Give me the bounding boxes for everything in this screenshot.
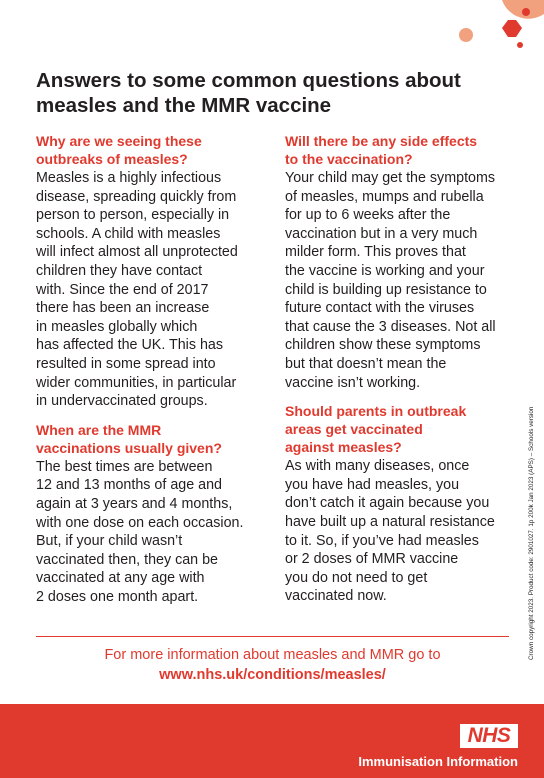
question-heading: Should parents in outbreak areas get vaccinated against measles? (285, 403, 467, 456)
decorative-dots (450, 0, 544, 60)
answer-text: As with many diseases, once you have had measles, you don’t catch it again because you have built up a natural resistance to it. So, if you’ve had measles or 2 doses of MMR vaccine you do not need to get vaccinated now. (285, 458, 495, 605)
question-heading: Why are we seeing these outbreaks of measles? (36, 133, 202, 167)
question-heading: Will there be any side effects to the vaccination? (285, 133, 478, 167)
answer-text: Your child may get the symptoms of measles, mumps and rubella for up to 6 weeks after the vaccination but in a very much milder form. This proves that the vaccine is working and your child is building up resistance to future contact with the viruses that cause the 3 diseases. Not all children show these symptoms but that doesn’t mean the vaccine isn’t working. (285, 170, 496, 391)
more-info-text: For more information about measles and MMR go to (104, 647, 441, 663)
divider (36, 636, 509, 637)
question-heading: When are the MMR vaccinations usually given? (36, 421, 222, 456)
answer-text: The best times are between 12 and 13 months of age and again at 3 years and 4 months, with one dose on each occasion. But, if your child wasn’t vaccinated then, they can be vaccinated at any age with 2 doses one month apart. (36, 458, 244, 605)
copyright-note: Crown copyright 2023. Product code: 2901027. 1p 200k Jan 2023 (APS) – Schools version (528, 406, 535, 660)
answer-text: Measles is a highly infectious disease, spreading quickly from person to person, especially in schools. A child with measles will infect almost all unprotected children they have contact with. Since the end of 2017 there has been an increase in measles globally which has affected the UK. This has resulted in some spread into wider communities, in particular in undervaccinated groups. (36, 170, 238, 410)
more-info-link[interactable]: www.nhs.uk/conditions/measles/ (159, 667, 386, 683)
page-title: Answers to some common questions about measles and the MMR vaccine (36, 69, 461, 117)
nhs-logo: NHS (460, 724, 518, 748)
footer-label: Immunisation Information (358, 754, 518, 769)
more-info (36, 645, 509, 685)
footer-banner (0, 704, 544, 778)
left-column (36, 132, 264, 616)
right-column (285, 132, 517, 616)
